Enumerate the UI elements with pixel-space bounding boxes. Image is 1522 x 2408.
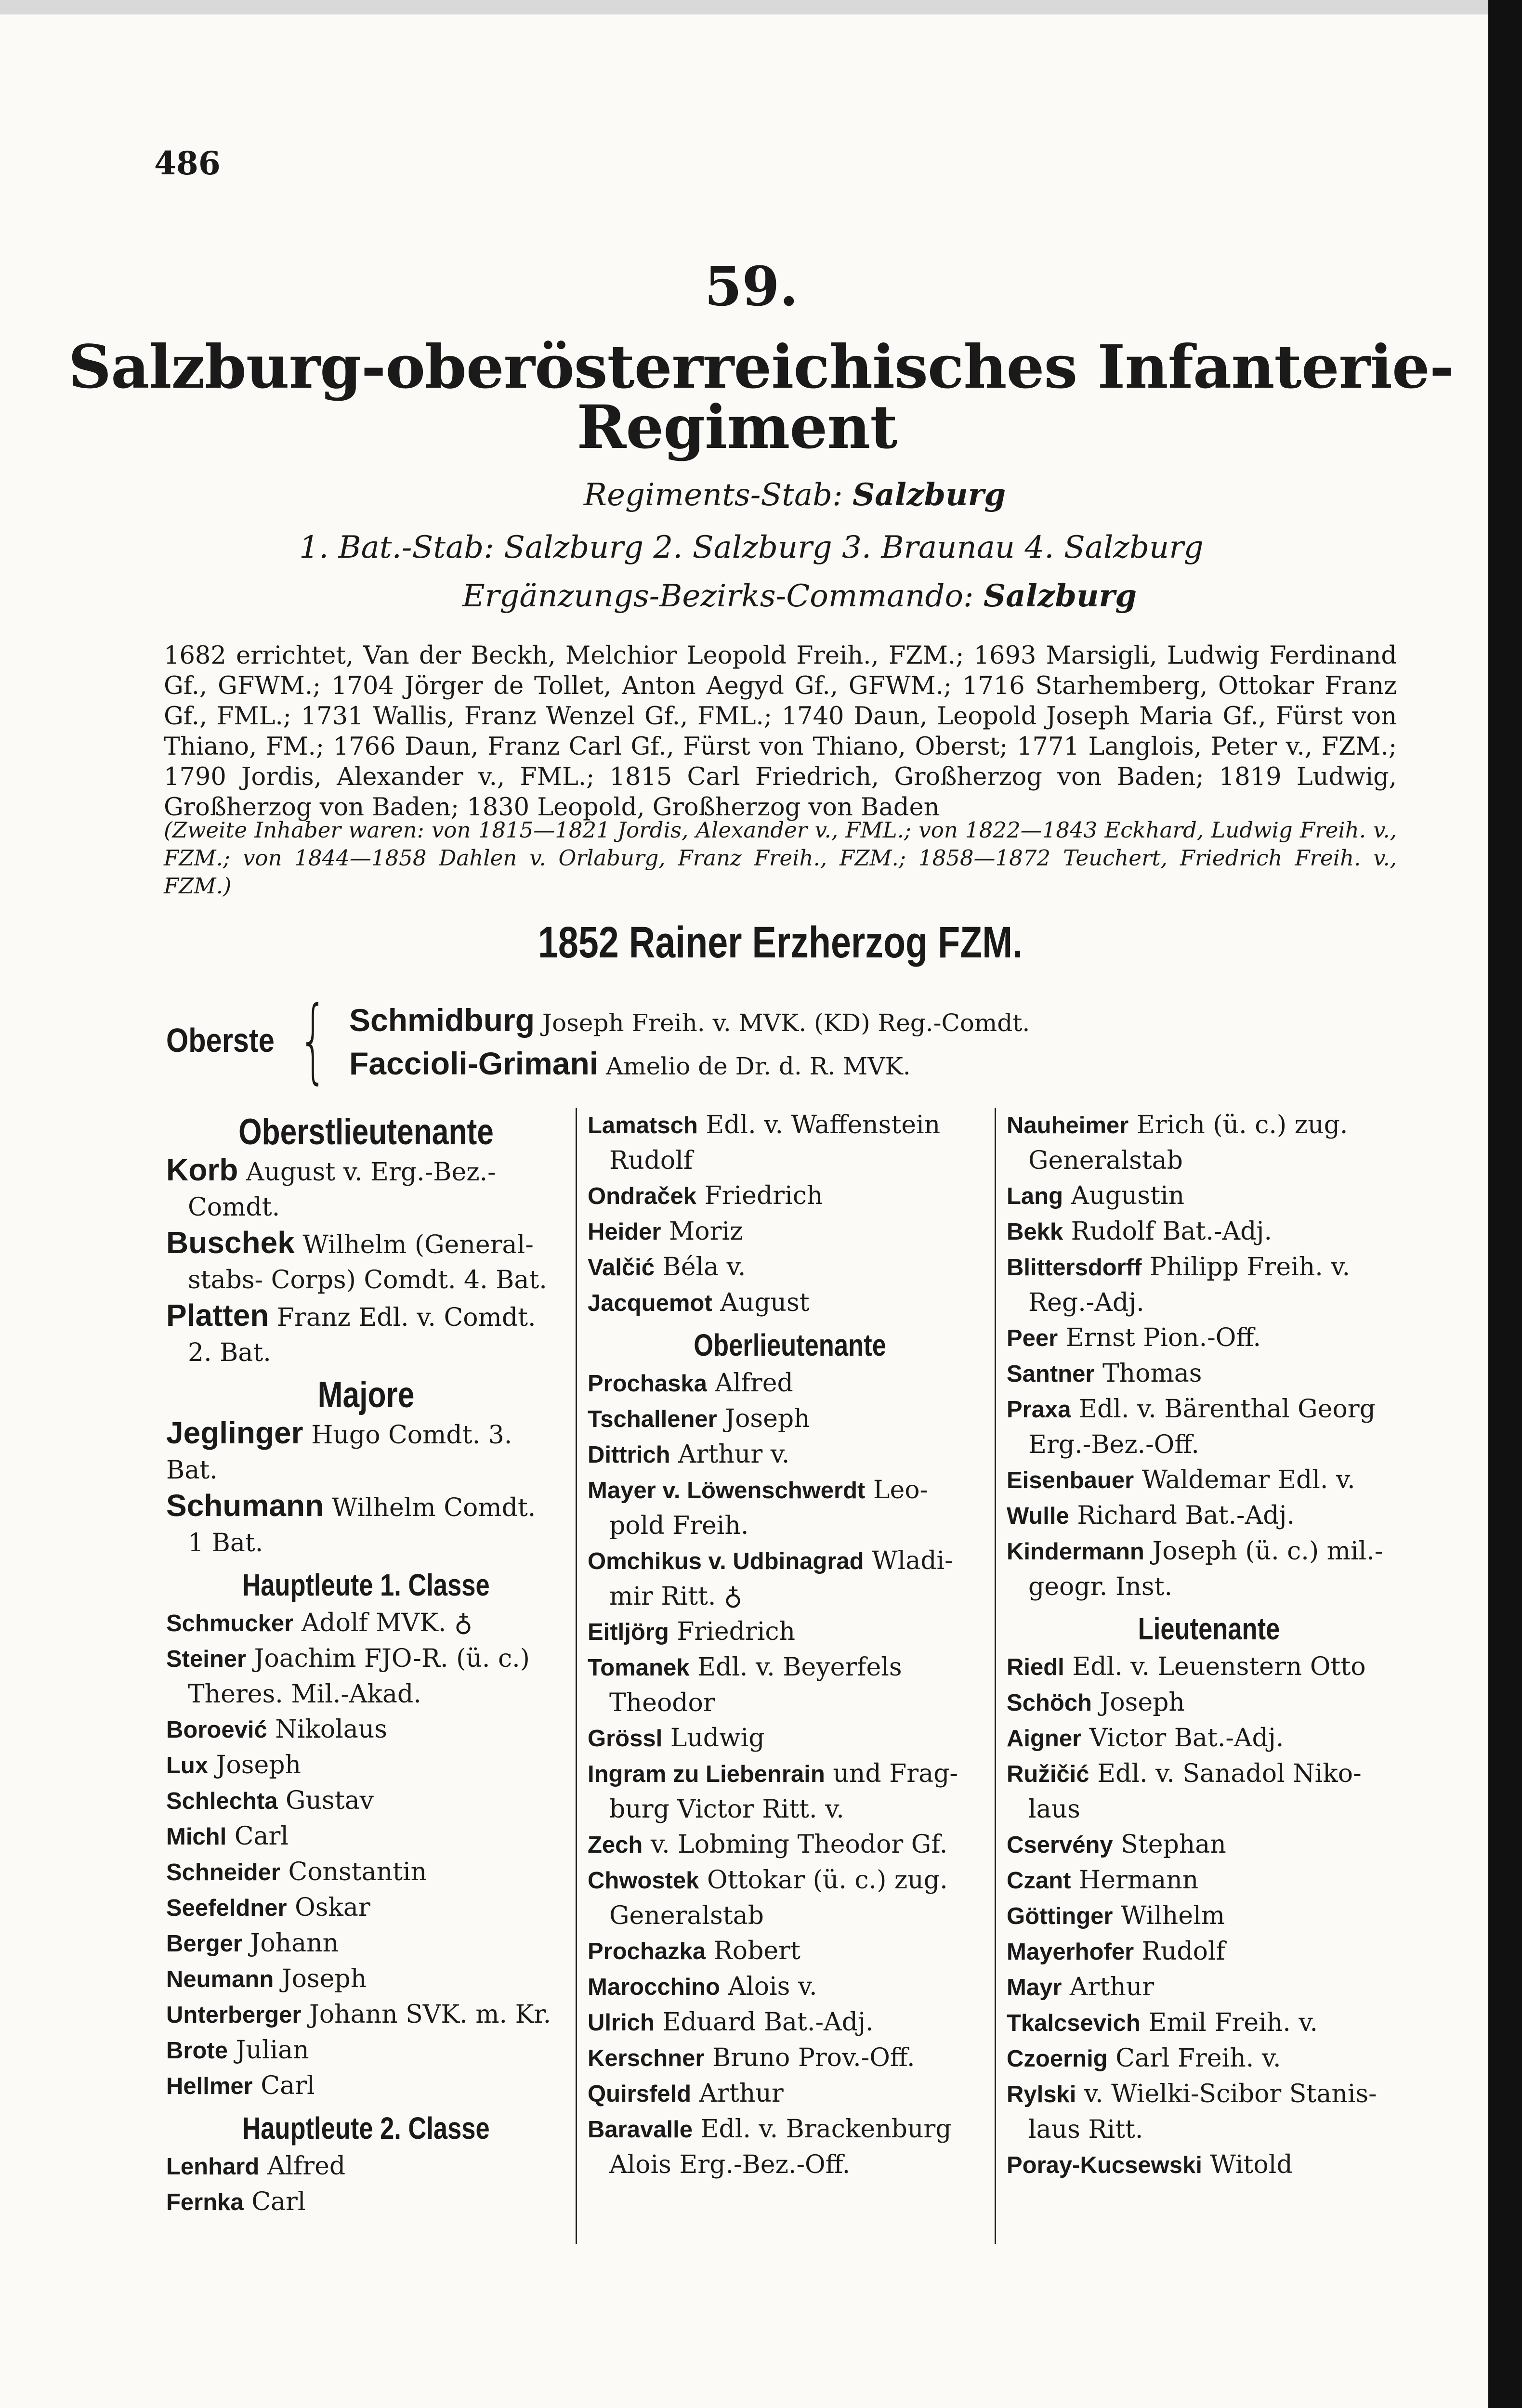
officer-entry-continuation: Erg.-Bez.-Off. [1028,1430,1199,1459]
officer-name: Kerschner [588,2045,705,2071]
officer-entry [1007,1108,1411,1143]
officer-name: Tschallener [588,1406,717,1432]
officer-name: Riedl [1007,1654,1064,1680]
officer-details: Joseph (ü. c.) mil.- [1152,1537,1383,1566]
officer-name: Tomanek [588,1655,690,1681]
officer-details: Edl. v. Sanadol Niko- [1097,1759,1362,1788]
officer-name: Baravalle [588,2117,693,2143]
officer-entry [1007,1863,1411,1898]
officer-entry [166,1225,566,1263]
officer-details: August [720,1288,810,1317]
officer-name: Omchikus v. Udbinagrad [588,1548,864,1574]
erg-label: Ergänzungs-Bezirks-Commando: [462,578,974,614]
officer-entry-continuation: laus [1028,1795,1080,1824]
officer-details: Alois v. [728,1972,817,2001]
officer-name: Mayr [1007,1975,1062,2001]
officer-entry [1007,1214,1411,1250]
officer-entry-continuation: Reg.-Adj. [1028,1288,1144,1317]
officer-entry [1007,1321,1411,1356]
officer-entry [166,1152,566,1190]
officer-details: Wilhelm Comdt. [331,1493,536,1522]
oberst-name: Faccioli-Grimani [349,1046,599,1081]
officer-details: Edl. v. Brackenburg [700,2115,952,2144]
officer-details: Leo- [873,1476,929,1505]
officer-name: Schlechta [166,1788,278,1814]
officer-name: Praxa [1007,1397,1071,1423]
column-2 [588,1108,992,2183]
officer-entry [166,1890,566,1926]
officer-entry [166,1415,566,1488]
officer-details: Joseph [725,1404,810,1433]
section-heading: Hauptleute 1. Classe [242,1568,490,1602]
officer-name: Mayer v. Löwenschwerdt [588,1478,866,1504]
officer-entry [166,1641,566,1677]
officer-entry [588,2112,992,2147]
officer-details: Robert [713,1937,800,1965]
officer-details: v. Lobming Theodor Gf. [650,1830,948,1859]
officer-entry [166,2068,566,2104]
officer-name: Czoernig [1007,2046,1108,2072]
officer-entry-continuation: stabs- Corps) Comdt. 4. Bat. [188,1266,547,1295]
officer-details: Richard Bat.-Adj. [1077,1501,1295,1530]
officer-name: Dittrich [588,1442,670,1468]
officer-name: Marocchino [588,1974,720,2000]
officer-entry [1007,1250,1411,1285]
column-divider [576,1108,577,2244]
stab-value: Salzburg [852,477,1006,513]
officer-name: Göttinger [1007,1903,1113,1929]
officer-details: Gustav [286,1786,374,1815]
officer-details: Edl. v. Leuenstern Otto [1072,1652,1366,1681]
brace-icon: { [299,987,328,1093]
officer-entry [166,1298,566,1335]
officer-details: Philipp Freih. v. [1149,1253,1351,1282]
officer-name: Chwostek [588,1868,699,1894]
title-line-1: Salzburg-oberösterreichisches Infanterie- [68,332,1454,402]
officer-details: Waldemar Edl. v. [1142,1466,1355,1494]
officer-name: Santner [1007,1361,1095,1387]
officer-details: Wilhelm [1121,1901,1225,1930]
officer-name: Unterberger [166,2002,302,2028]
section-heading: Majore [317,1374,415,1415]
erg-value: Salzburg [983,578,1137,614]
officer-name: Heider [588,1219,661,1245]
officer-name: Cservény [1007,1832,1113,1858]
officer-entry [1007,1392,1411,1427]
officer-name: Neumann [166,1966,274,1992]
officer-name: Schumann [166,1488,324,1523]
oberst-row [349,1045,911,1082]
officer-entry [1007,1721,1411,1756]
officer-name: Schöch [1007,1690,1092,1716]
officer-entry [588,1214,992,1250]
officer-entry [166,2149,566,2185]
officer-details: Joseph [281,1964,367,1993]
officer-entry-continuation: geogr. Inst. [1028,1572,1172,1601]
officer-entry [588,1863,992,1898]
officer-details: Ottokar (ü. c.) zug. [707,1866,948,1895]
officer-entry [588,1285,992,1321]
officer-name: Jeglinger [166,1415,303,1450]
officer-entry [588,1969,992,2005]
officer-name: Prochaska [588,1371,707,1397]
officer-name: Korb [166,1152,238,1187]
officer-name: Ingram zu Liebenrain [588,1761,825,1787]
officer-entry [588,2076,992,2112]
officer-name: Lang [1007,1183,1063,1209]
officer-name: Eitljörg [588,1619,669,1645]
officer-details: Johann [250,1929,339,1958]
officer-name: Mayerhofer [1007,1939,1134,1965]
officer-name: Hellmer [166,2073,253,2099]
officer-entry-continuation: Generalstab [1028,1146,1183,1175]
officer-name: Tkalcsevich [1007,2010,1141,2036]
officer-details: Edl. v. Waffenstein [706,1111,941,1139]
officer-entry [166,1855,566,1890]
officer-entry [166,2033,566,2068]
officer-name: Jacquemot [588,1290,712,1316]
officer-name: Rylski [1007,2081,1076,2107]
officer-entry-continuation: Theodor [609,1688,715,1717]
officer-entry [1007,2147,1411,2183]
officer-details: Emil Freih. v. [1148,2008,1318,2037]
top-scan-edge [0,0,1522,14]
officer-name: Schneider [166,1859,280,1885]
officer-details: Rudolf Bat.-Adj. [1071,1217,1273,1246]
officer-details: Ernst Pion.-Off. [1065,1323,1261,1352]
officer-name: Lenhard [166,2154,260,2180]
officer-entry [588,1178,992,1214]
column-divider [995,1108,996,2244]
officer-entry [166,2185,566,2220]
oberst-row [349,1002,1030,1038]
officer-entry [166,1926,566,1962]
officer-entry [1007,1649,1411,1685]
officer-details: Victor Bat.-Adj. [1089,1724,1284,1753]
officer-entry-continuation: Generalstab [609,1901,764,1930]
officer-entry [1007,1898,1411,1934]
officer-entry [588,1827,992,1863]
column-1 [166,1108,566,2220]
officer-entry [1007,2005,1411,2041]
officer-details: Nikolaus [275,1715,387,1744]
officer-details: Ludwig [670,1724,765,1753]
officer-details: Bruno Prov.-Off. [712,2043,915,2072]
officer-name: Lamatsch [588,1112,698,1139]
officer-name: Platten [166,1298,269,1333]
officer-entry [166,1606,566,1641]
inhaber-line: 1852 Rainer Erzherzog FZM. [538,918,1023,967]
oberste-label: Oberste [166,1021,275,1059]
officer-entry-continuation: 1 Bat. [188,1529,263,1557]
officer-details: Wladi- [872,1546,953,1575]
officer-details: und Frag- [833,1759,958,1788]
officer-name: Michl [166,1824,227,1850]
officer-name: Buschek [166,1225,295,1260]
officer-entry [588,1650,992,1686]
officer-details: Arthur [699,2079,784,2108]
regiment-number: 59. [704,255,799,318]
officer-entry [1007,1685,1411,1721]
section-heading: Oberstlieutenante [238,1112,494,1152]
bat-line: 1. Bat.-Stab: Salzburg 2. Salzburg 3. Braunau 4. Salzburg [299,530,1204,565]
regiments-stab [34,477,1522,513]
officer-details: Stephan [1121,1830,1226,1859]
officer-name: Eisenbauer [1007,1467,1134,1493]
stab-label: Regiments-Stab: [583,477,843,513]
page-number: 486 [154,144,221,182]
officer-entry [166,1997,566,2033]
history-text: 1682 errichtet, Van der Beckh, Melchior Leopold Freih., FZM.; 1693 Marsigli, Ludwig Ferdinand Gf., GFWM.; 1704 Jörger de Tollet, Anton Aegyd Gf., GFWM.; 1716 Starhemberg, Ottokar Franz Gf., FML.; 1731 Wallis, Franz Wenzel Gf., FML.; 1740 Daun, Leopold Joseph Maria Gf., Fürst von Thiano, FM.; 1766 Daun, Franz Carl Gf., Fürst von Thiano, Oberst; 1771 Langlois, Peter v., FZM.; 1790 Jordis, Alexander v., FML.; 1815 Carl Friedrich, Großherzog von Baden; 1819 Ludwig, Großherzog von Baden; 1830 Leopold, Großherzog von Baden [164,641,1397,822]
officer-entry [1007,1463,1411,1498]
officer-entry [1007,1934,1411,1970]
officer-details: Erich (ü. c.) zug. [1136,1111,1348,1139]
officer-name: Wulle [1007,1503,1069,1529]
officer-name: Quirsfeld [588,2081,692,2107]
officer-name: Poray-Kucsewski [1007,2152,1202,2178]
officer-name: Fernka [166,2189,244,2215]
officer-entry [588,1437,992,1473]
officer-details: August v. Erg.-Bez.- [246,1158,496,1187]
officer-name: Steiner [166,1646,247,1672]
officer-details: Carl [261,2071,315,2100]
officer-details: Joachim FJO-R. (ü. c.) [254,1644,530,1673]
officer-entry [1007,2041,1411,2077]
officer-name: Aigner [1007,1726,1082,1752]
officer-details: Arthur v. [678,1440,790,1469]
column-3 [1007,1108,1411,2183]
officer-entry [588,1401,992,1437]
officer-name: Lux [166,1753,209,1779]
officer-details: Friedrich [704,1181,823,1210]
officer-entry [1007,1356,1411,1392]
ergaenzungs-commando [39,578,1522,614]
officer-name: Grössl [588,1726,663,1752]
officer-entry [588,1366,992,1401]
officer-entry [588,1250,992,1285]
officer-details: Adolf MVK. ♁ [301,1609,472,1637]
officer-name: Blittersdorff [1007,1255,1142,1281]
officer-entry-continuation: Theres. Mil.-Akad. [188,1680,421,1709]
officer-name: Ondraček [588,1183,697,1209]
officer-details: Carl [251,2187,306,2216]
officer-entry [1007,1970,1411,2005]
officer-name: Ulrich [588,2010,655,2036]
officer-details: Edl. v. Beyerfels [697,1653,902,1682]
officer-details: Franz Edl. v. Comdt. [276,1303,536,1332]
officer-entry [588,1934,992,1969]
officer-entry-continuation: burg Victor Ritt. v. [609,1795,844,1824]
officer-details: Joseph [216,1751,302,1780]
officer-entry [1007,1756,1411,1792]
officer-details: Thomas [1102,1359,1202,1388]
officer-details: Hugo Comdt. 3. Bat. [166,1421,512,1485]
officer-entry-continuation: Comdt. [188,1193,280,1222]
officer-name: Brote [166,2038,228,2064]
officer-entry [588,1756,992,1792]
officer-details: Carl Freih. v. [1115,2044,1281,2073]
officer-entry [166,1488,566,1526]
officer-name: Kindermann [1007,1539,1144,1565]
officer-entry [588,1108,992,1143]
officer-name: Ružičić [1007,1761,1089,1787]
officer-entry [588,2005,992,2041]
second-owners-text: (Zweite Inhaber waren: von 1815—1821 Jordis, Alexander v., FML.; von 1822—1843 Eckhard, Ludwig Freih. v., FZM.; von 1844—1858 Dahlen v. Orlaburg, Franz Freih., FZM.; 1858—1872 Teuchert, Friedrich Freih. v., FZM.) [164,817,1397,899]
officer-entry [166,1819,566,1855]
officer-entry [588,1473,992,1508]
officer-details: Rudolf [1142,1937,1225,1966]
officer-entry [1007,2077,1411,2112]
officer-details: Arthur [1069,1973,1155,2002]
officer-name: Prochazka [588,1938,706,1964]
officer-entry [1007,1498,1411,1534]
officer-details: Augustin [1071,1181,1185,1210]
officer-entry [588,1544,992,1579]
officer-entry [588,1721,992,1756]
officer-name: Seefeldner [166,1895,287,1921]
section-heading: Oberlieutenante [694,1328,886,1362]
officer-details: Oskar [295,1893,370,1922]
officer-details: Friedrich [677,1617,796,1646]
officer-name: Schmucker [166,1610,294,1636]
officer-entry [166,1748,566,1783]
officer-details: Carl [234,1822,289,1851]
officer-entry [166,1712,566,1748]
officer-details: Eduard Bat.-Adj. [662,2008,874,2037]
officer-entry-continuation: mir Ritt. ♁ [609,1582,742,1611]
officer-entry [1007,1178,1411,1214]
officer-details: Constantin [288,1858,427,1886]
officer-name: Nauheimer [1007,1112,1129,1139]
officer-entry-continuation: Rudolf [609,1146,693,1175]
officer-name: Boroević [166,1717,267,1743]
officer-name: Berger [166,1931,242,1957]
officer-details: Alfred [715,1369,793,1398]
officer-details: Wilhelm (General- [302,1230,534,1259]
officer-details: Julian [236,2036,309,2065]
officer-details: v. Wielki-Scibor Stanis- [1084,2080,1377,2108]
officer-details: Joseph [1100,1688,1185,1717]
oberst-details: Amelio de Dr. d. R. MVK. [606,1052,911,1080]
officer-entry [166,1962,566,1997]
officer-name: Bekk [1007,1219,1063,1245]
officer-entry [588,2041,992,2076]
officer-details: Alfred [267,2152,346,2181]
officer-entry-continuation: 2. Bat. [188,1338,271,1367]
officer-entry [1007,1827,1411,1863]
officer-details: Moriz [669,1217,743,1246]
officer-entry [588,1614,992,1650]
officer-name: Peer [1007,1325,1058,1351]
officer-details: Johann SVK. m. Kr. [309,2000,551,2029]
officer-name: Valčić [588,1255,655,1281]
section-heading: Lieutenante [1138,1611,1280,1646]
oberst-details: Joseph Freih. v. MVK. (KD) Reg.-Comdt. [542,1009,1030,1037]
officer-entry-continuation: laus Ritt. [1028,2115,1143,2144]
officer-entry [1007,1534,1411,1570]
section-heading: Hauptleute 2. Classe [242,2111,490,2146]
officer-entry [166,1783,566,1819]
officer-entry-continuation: Alois Erg.-Bez.-Off. [609,2150,851,2179]
officer-details: Béla v. [662,1253,746,1282]
officer-name: Czant [1007,1868,1071,1894]
officer-name: Zech [588,1832,643,1858]
officer-entry-continuation: pold Freih. [609,1511,749,1540]
officer-details: Witold [1210,2150,1293,2179]
officer-details: Edl. v. Bärenthal Georg [1079,1395,1376,1424]
officer-details: Hermann [1078,1866,1199,1895]
oberst-name: Schmidburg [349,1002,535,1038]
title-line-2: Regiment [577,393,897,462]
